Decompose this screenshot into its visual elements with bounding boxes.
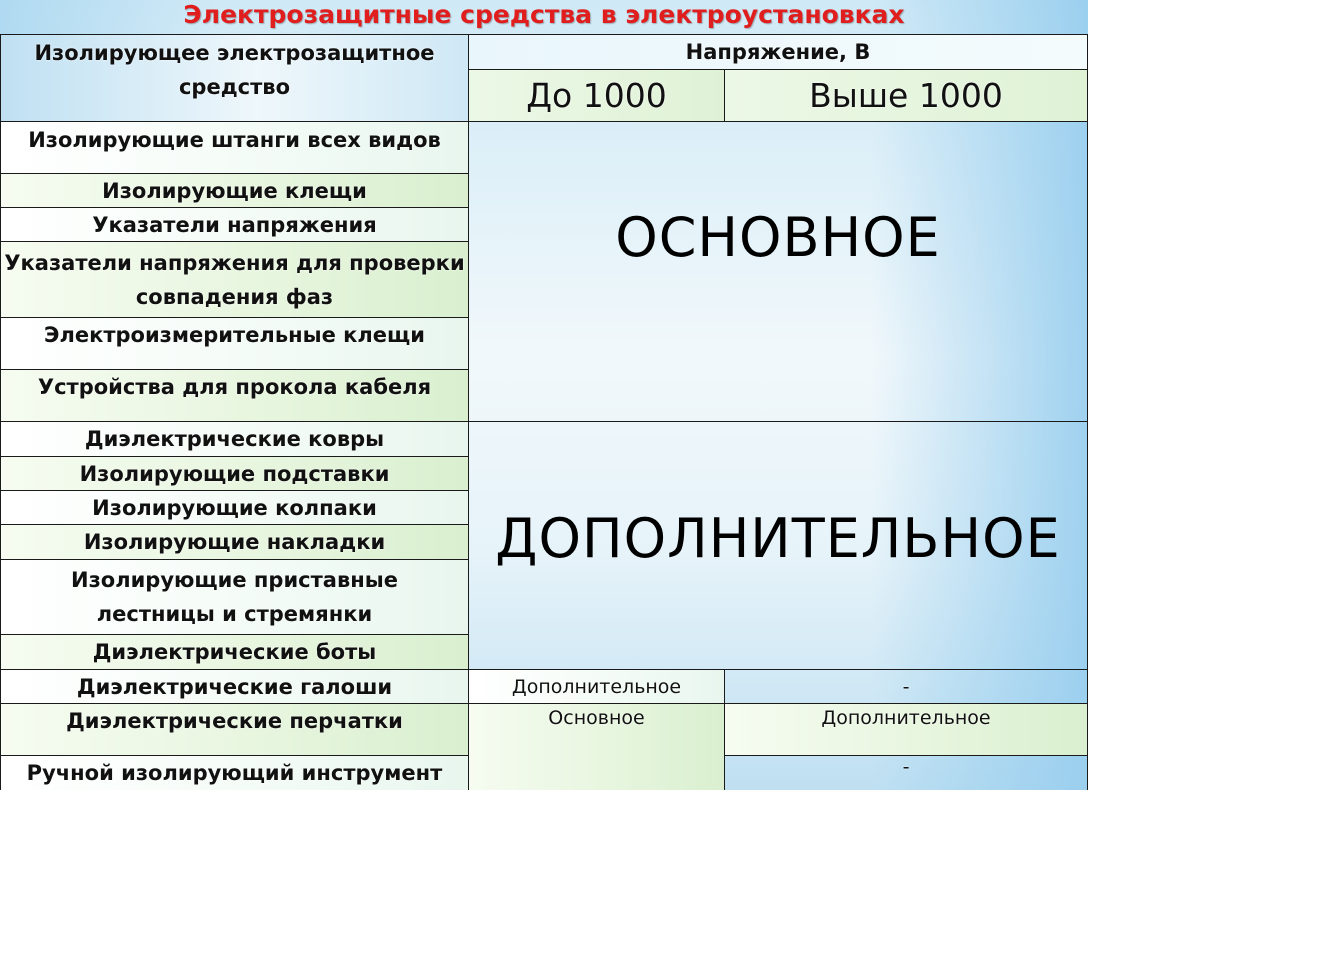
header-above-1000-label: Выше 1000	[809, 75, 1003, 115]
row-label: Изолирующие накладки	[0, 524, 469, 560]
header-up-to-1000	[468, 69, 725, 122]
slide-title: Электрозащитные средства в электроустановках	[183, 0, 905, 29]
gloves-and-tool-up-to-1000: Основное	[468, 703, 725, 790]
galoshes-above-1000: -	[724, 669, 1088, 704]
group-basic-label: ОСНОВНОЕ	[615, 206, 941, 269]
group-additional-label: ДОПОЛНИТЕЛЬНОЕ	[495, 506, 1061, 570]
header-voltage	[468, 34, 1088, 70]
row-label: Указатели напряжения для проверки совпадения фаз	[0, 241, 469, 318]
row-label: Диэлектрические галоши	[0, 669, 469, 704]
gloves-above-1000: Дополнительное	[724, 703, 1088, 756]
row-label: Электроизмерительные клещи	[0, 317, 469, 370]
row-label: Устройства для прокола кабеля	[0, 369, 469, 422]
tool-above-1000: -	[724, 755, 1088, 790]
header-up-to-1000-label: До 1000	[526, 75, 667, 115]
header-protective-means-label: Изолирующее электрозащитное средство	[34, 41, 435, 99]
group-additional	[468, 421, 1088, 670]
group-basic	[468, 121, 1088, 422]
header-voltage-label: Напряжение, В	[685, 40, 871, 64]
row-label: Указатели напряжения	[0, 207, 469, 242]
row-label: Изолирующие клещи	[0, 173, 469, 208]
row-label: Диэлектрические перчатки	[0, 703, 469, 756]
row-label: Диэлектрические боты	[0, 634, 469, 670]
galoshes-up-to-1000: Дополнительное	[468, 669, 725, 704]
row-label: Ручной изолирующий инструмент	[0, 755, 469, 790]
row-label: Изолирующие подставки	[0, 456, 469, 491]
header-protective-means	[0, 34, 469, 122]
header-above-1000	[724, 69, 1088, 122]
row-label: Изолирующие штанги всех видов	[0, 121, 469, 174]
row-label: Диэлектрические ковры	[0, 421, 469, 457]
row-label: Изолирующие приставные лестницы и стремянки	[0, 559, 469, 635]
row-label: Изолирующие колпаки	[0, 490, 469, 525]
